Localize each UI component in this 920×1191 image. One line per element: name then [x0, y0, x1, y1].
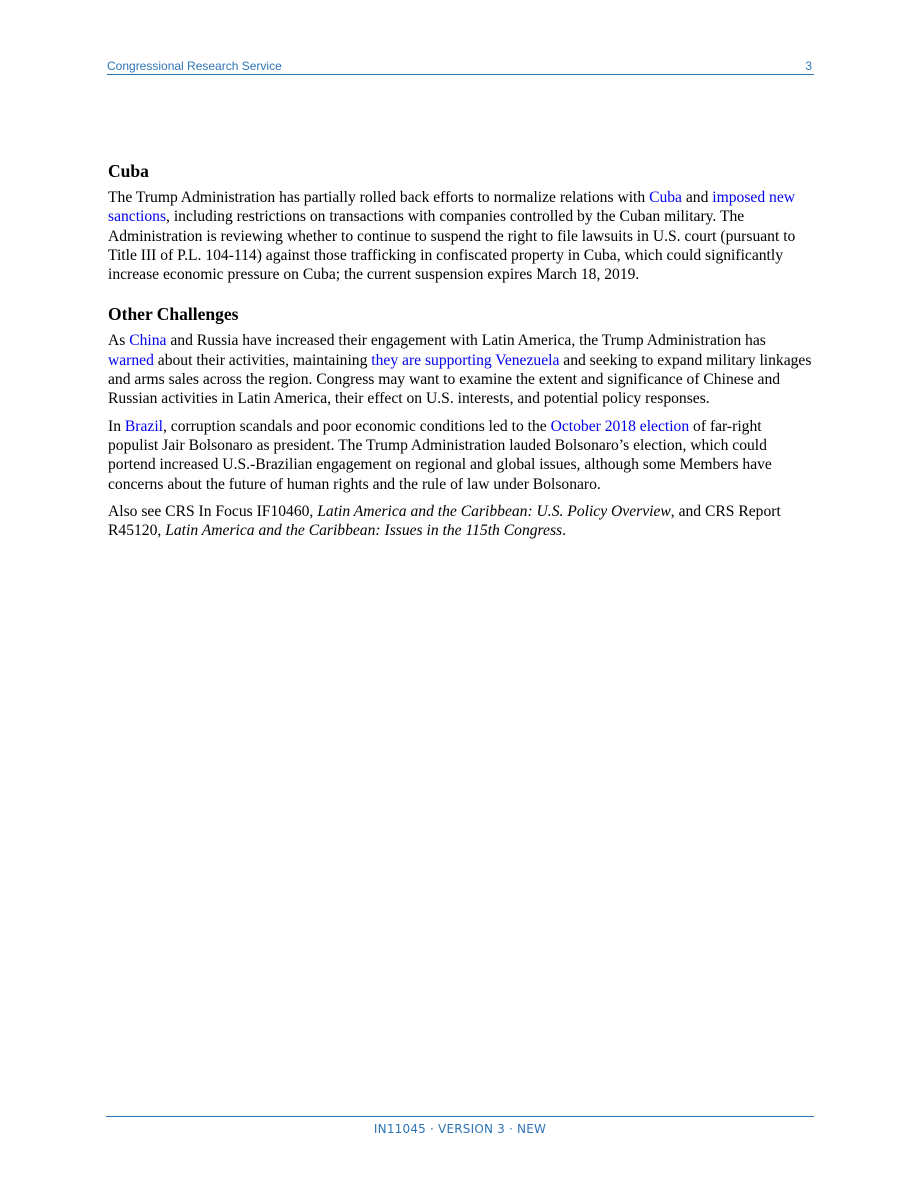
text-run: , corruption scandals and poor economic conditions led to the	[163, 417, 551, 435]
link-brazil[interactable]: Brazil	[124, 417, 163, 435]
page-header	[107, 58, 814, 75]
text-run: The Trump Administration has partially rolled back efforts to normalize relations with	[108, 189, 650, 206]
text-run: and Russia have increased their engagement with Latin America, the Trump Administration has	[166, 332, 766, 350]
link-warned[interactable]: warned	[108, 351, 154, 369]
report-title-if10460: Latin America and the Caribbean: U.S. Policy Overview	[317, 502, 671, 520]
paragraph-cuba	[108, 188, 814, 284]
text-run: , including restrictions on transactions with companies controlled by the Cuban military. The Administration is reviewing whether to continue to suspend the right to file lawsuits in U.S. court (pursuant to Title III of P.L. 104-114) against those trafficking in confiscated property in Cuba, which could significantly increase economic pressure on Cuba; the current suspension expires March 18, 2019.	[108, 208, 796, 284]
link-supporting-venezuela[interactable]: they are supporting Venezuela	[371, 351, 560, 369]
paragraph-also-see	[108, 502, 814, 541]
document-body	[108, 160, 814, 548]
header-page-number: 3	[805, 59, 812, 73]
link-imposed-new-sanctions[interactable]: imposed new sanctions	[108, 189, 796, 226]
page-footer	[106, 1116, 814, 1136]
text-run: and	[681, 189, 713, 206]
header-org: Congressional Research Service	[107, 59, 282, 73]
section-heading-other-challenges: Other Challenges	[108, 304, 239, 325]
text-run: As	[108, 332, 130, 350]
text-run: of far-right populist Jair Bolsonaro as president. The Trump Administration lauded Bolsonaro’s election, which could portend increased U.S.-Brazilian engagement on regional and global issues, although some Members have concerns about the future of human rights and the rule of law under Bolsonaro.	[108, 417, 772, 493]
text-run: Also see CRS In Focus IF10460,	[108, 502, 318, 520]
text-run: , and CRS Report R45120,	[108, 502, 781, 540]
text-run: .	[562, 522, 566, 540]
report-title-r45120: Latin America and the Caribbean: Issues in the 115th Congress	[165, 522, 563, 540]
link-cuba[interactable]: Cuba	[649, 189, 682, 206]
text-run: In	[108, 417, 125, 435]
paragraph-china-russia	[108, 331, 814, 408]
section-heading-cuba: Cuba	[108, 161, 149, 181]
text-run: and seeking to expand military linkages and arms sales across the region. Congress may want to examine the extent and significance of Chinese and Russian activities in Latin America, their effect on U.S. interests, and potential policy responses.	[108, 351, 812, 408]
text-run: about their activities, maintaining	[153, 351, 372, 369]
link-china[interactable]: China	[129, 332, 167, 350]
link-october-2018-election[interactable]: October 2018 election	[550, 417, 690, 435]
paragraph-brazil	[108, 417, 814, 494]
footer-document-id: IN11045 · VERSION 3 · NEW	[373, 1122, 547, 1136]
